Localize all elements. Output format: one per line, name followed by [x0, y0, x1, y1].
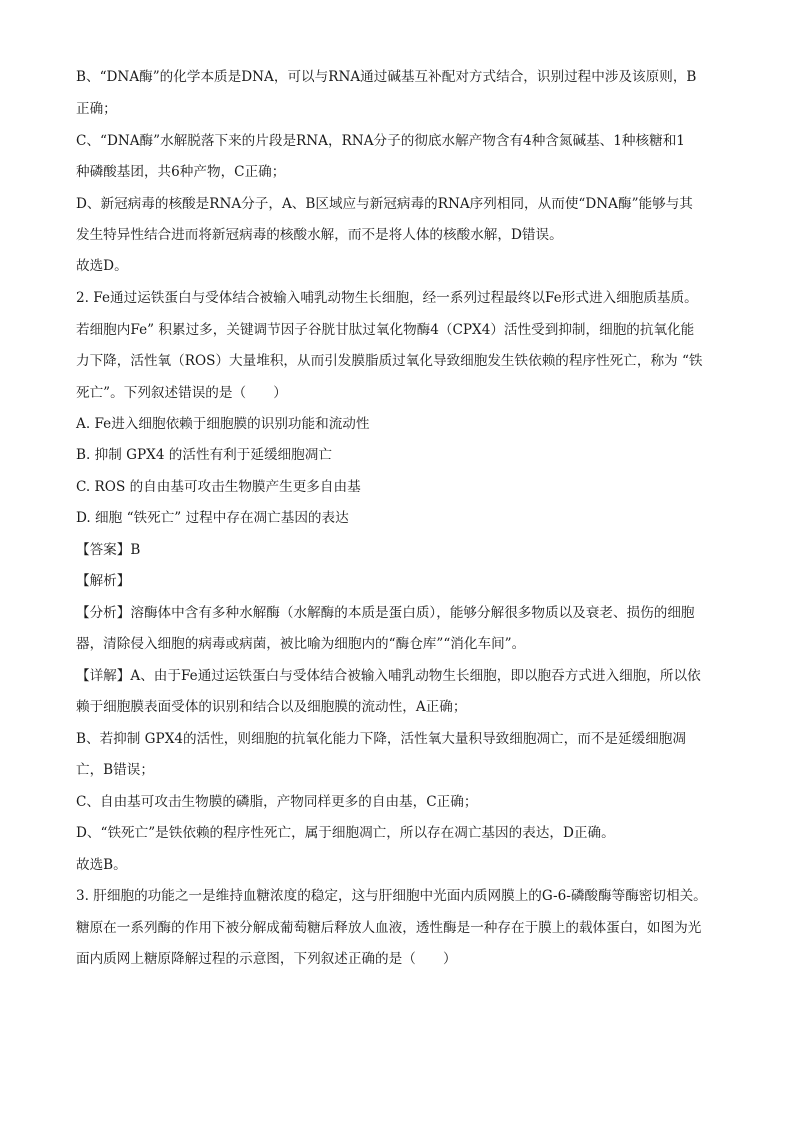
text-line: B、若抑制 GPX4的活性，则细胞的抗氧化能力下降，活性氧大量积导致细胞凋亡，而不是延缓细胞凋: [76, 731, 686, 747]
question-2-stem: 2. Fe通过运铁蛋白与受体结合被输入哺乳动物生长细胞，经一系列过程最终以Fe形式进入细胞质基质。: [76, 290, 698, 306]
text-line: 死亡”。下列叙述错误的是（ ）: [76, 385, 287, 401]
text-line: 力下降，活性氧（ROS）大量堆积，从而引发膜脂质过氧化导致细胞发生铁依赖的程序性死亡，称为 “铁: [76, 353, 703, 369]
question-3-stem: 3. 肝细胞的功能之一是维持血糖浓度的稳定，这与肝细胞中光面内质网膜上的G-6-磷酸酶等酶密切相关。: [76, 888, 707, 904]
text-line: 种磷酸基团，共6种产物，C正确；: [76, 164, 286, 180]
text-line: 故选B。: [76, 857, 127, 873]
analysis-label: 【解析】: [76, 573, 131, 589]
text-line: 器，清除侵入细胞的病毒或病菌，被比喻为细胞内的“酶仓库”“消化车间”。: [76, 636, 526, 652]
text-line: C、“DNA酶”水解脱落下来的片段是RNA，RNA分子的彻底水解产物含有4种含氮碱基、1种核糖和1: [76, 133, 685, 149]
text-line: 【分析】溶酶体中含有多种水解酶（水解酶的本质是蛋白质），能够分解很多物质以及衰老、损伤的细胞: [76, 605, 695, 621]
text-line: 赖于细胞膜表面受体的识别和结合以及细胞膜的流动性，A正确；: [76, 699, 467, 715]
text-line: 若细胞内Fe” 积累过多，关键调节因子谷胱甘肽过氧化物酶4（CPX4）活性受到抑制，细胞的抗氧化能: [76, 322, 695, 338]
option-a: A. Fe进入细胞依赖于细胞膜的识别功能和流动性: [76, 416, 370, 432]
text-line: 发生特异性结合进而将新冠病毒的核酸水解，而不是将人体的核酸水解，D错误。: [76, 227, 563, 243]
text-line: 亡，B错误；: [76, 762, 154, 778]
option-b: B. 抑制 GPX4 的活性有利于延缓细胞凋亡: [76, 447, 332, 463]
option-d: D. 细胞 “铁死亡” 过程中存在凋亡基因的表达: [76, 510, 349, 526]
text-line: C、自由基可攻击生物膜的磷脂，产物同样更多的自由基，C正确；: [76, 794, 478, 810]
text-line: D、新冠病毒的核酸是RNA分子，A、B区域应与新冠病毒的RNA序列相同，从而使“DNA酶”能够与其: [76, 196, 693, 212]
text-line: 故选D。: [76, 258, 128, 274]
option-c: C. ROS 的自由基可攻击生物膜产生更多自由基: [76, 479, 361, 495]
text-line: 正确；: [76, 101, 117, 117]
text-line: 【详解】A、由于Fe通过运铁蛋白与受体结合被输入哺乳动物生长细胞，即以胞吞方式进入细胞，所以依: [76, 668, 701, 684]
text-line: 面内质网上糖原降解过程的示意图，下列叙述正确的是（ ）: [76, 951, 457, 967]
text-line: B、“DNA酶”的化学本质是DNA，可以与RNA通过碱基互补配对方式结合，识别过程中涉及该原则，B: [76, 69, 697, 85]
text-line: D、“铁死亡”是铁依赖的程序性死亡，属于细胞凋亡，所以存在凋亡基因的表达，D正确。: [76, 825, 615, 841]
text-line: 糖原在一系列酶的作用下被分解成葡萄糖后释放人血液，透性酶是一种存在于膜上的载体蛋白，如图为光: [76, 920, 702, 936]
answer-label: 【答案】B: [76, 542, 141, 558]
